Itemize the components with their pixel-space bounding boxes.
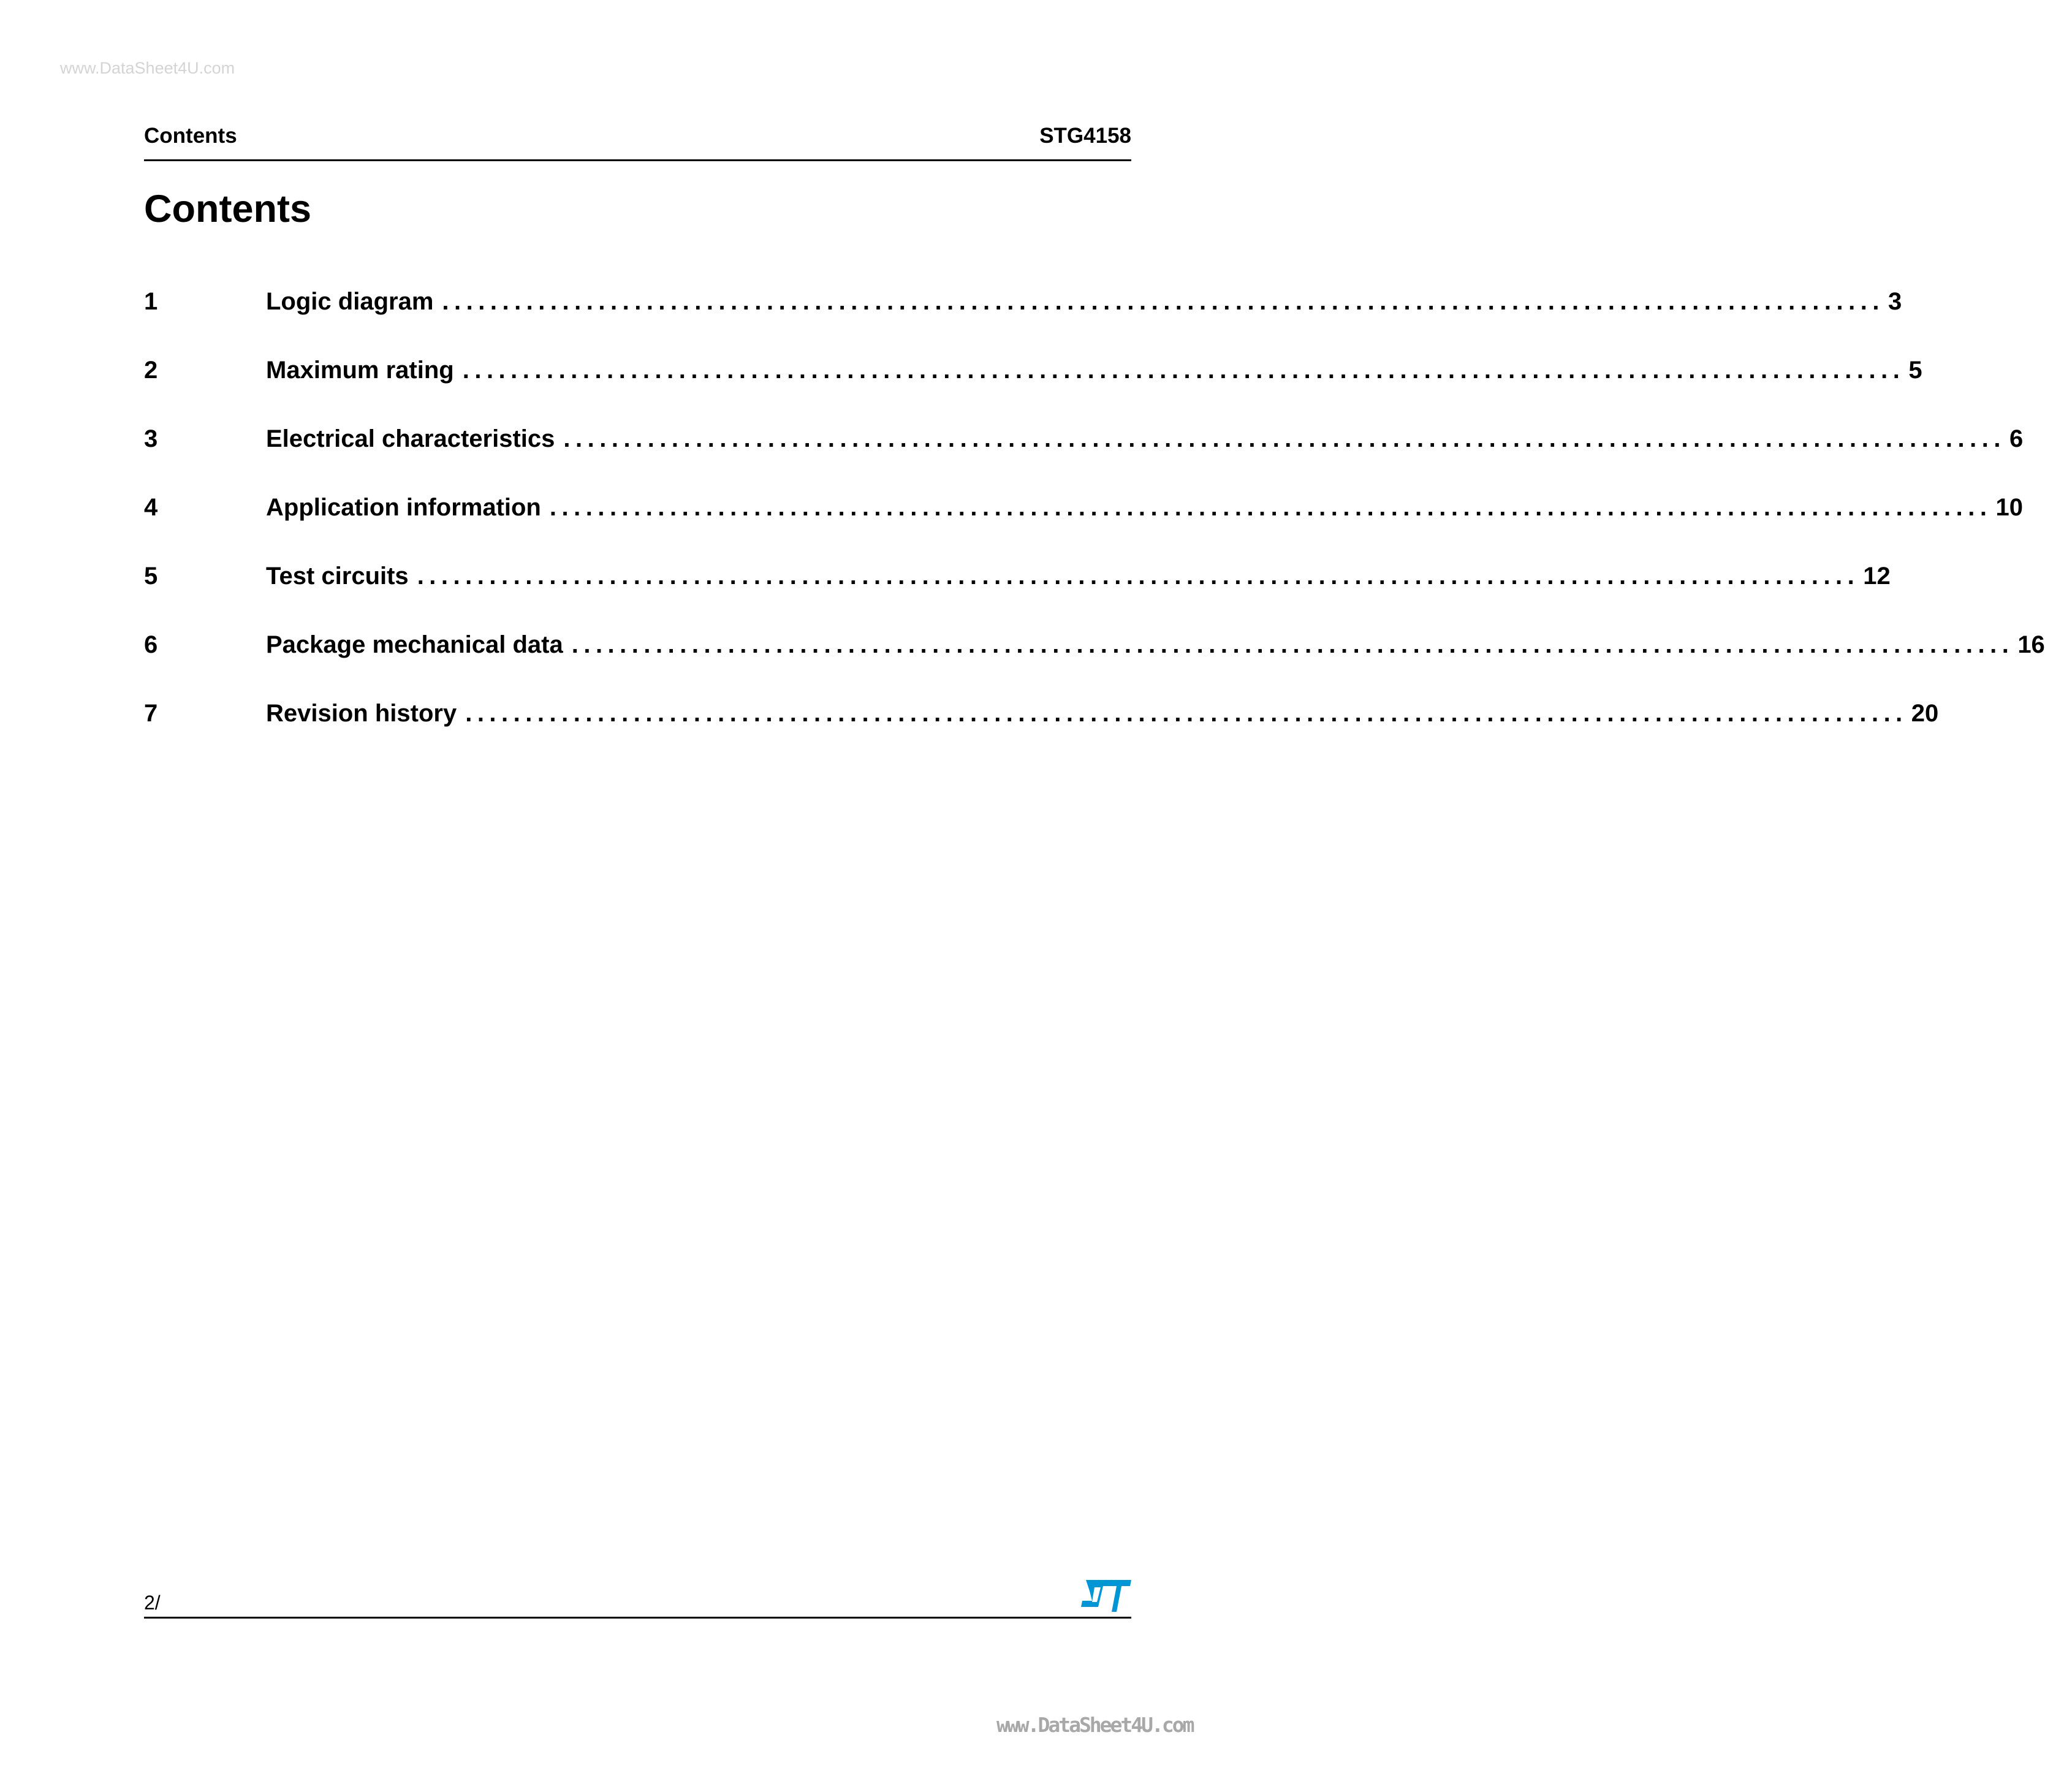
toc-title[interactable]: Test circuits (266, 563, 409, 590)
header-section: Contents (144, 124, 237, 148)
toc-page[interactable]: 12 (1863, 563, 1891, 590)
toc-number: 2 (144, 357, 158, 384)
toc-title[interactable]: Package mechanical data (266, 631, 563, 658)
toc-entry[interactable] (144, 425, 2024, 456)
page-number: 2/ (144, 1592, 161, 1614)
toc-page[interactable]: 10 (1995, 494, 2023, 521)
toc-page[interactable]: 16 (2017, 631, 2045, 658)
toc-entry[interactable] (144, 357, 1922, 387)
watermark-bottom: www.DataSheet4U.com (996, 1713, 1193, 1737)
toc-title[interactable]: Logic diagram (266, 288, 434, 315)
toc-number: 6 (144, 631, 158, 658)
header-part-number: STG4158 (1039, 124, 1131, 148)
toc-leader: ........................................................................................................................ (549, 494, 1992, 521)
page-header (144, 124, 1131, 161)
toc-entry[interactable] (144, 288, 1902, 319)
toc-number: 3 (144, 425, 158, 452)
toc-leader: ........................................................................................................................ (571, 631, 2014, 658)
toc-number: 5 (144, 563, 158, 590)
toc-number: 4 (144, 494, 158, 521)
toc-leader: ........................................................................................................................ (442, 288, 1884, 315)
toc-page[interactable]: 5 (1908, 357, 1922, 384)
toc-leader: ........................................................................................................................ (465, 700, 1908, 727)
toc-entry[interactable] (144, 631, 2045, 662)
toc-page[interactable]: 3 (1888, 288, 1902, 315)
toc-leader: ........................................................................................................................ (417, 563, 1860, 590)
toc-leader: ........................................................................................................................ (462, 357, 1905, 384)
toc-number: 1 (144, 288, 158, 315)
toc-entry[interactable] (144, 700, 1939, 731)
watermark-top: www.DataSheet4U.com (60, 59, 235, 77)
toc-entry[interactable] (144, 563, 1891, 593)
page-footer (144, 1587, 1131, 1619)
toc-page[interactable]: 20 (1911, 700, 1939, 727)
toc-leader: ........................................................................................................................ (563, 425, 2006, 452)
toc-title[interactable]: Application information (266, 494, 541, 521)
page-title: Contents (144, 188, 311, 230)
toc-title[interactable]: Revision history (266, 700, 457, 727)
toc-number: 7 (144, 700, 158, 727)
toc-entry[interactable] (144, 494, 2023, 525)
toc-page[interactable]: 6 (2009, 425, 2024, 452)
st-logo-icon (1081, 1580, 1131, 1612)
toc-title[interactable]: Maximum rating (266, 357, 454, 384)
toc-title[interactable]: Electrical characteristics (266, 425, 555, 452)
